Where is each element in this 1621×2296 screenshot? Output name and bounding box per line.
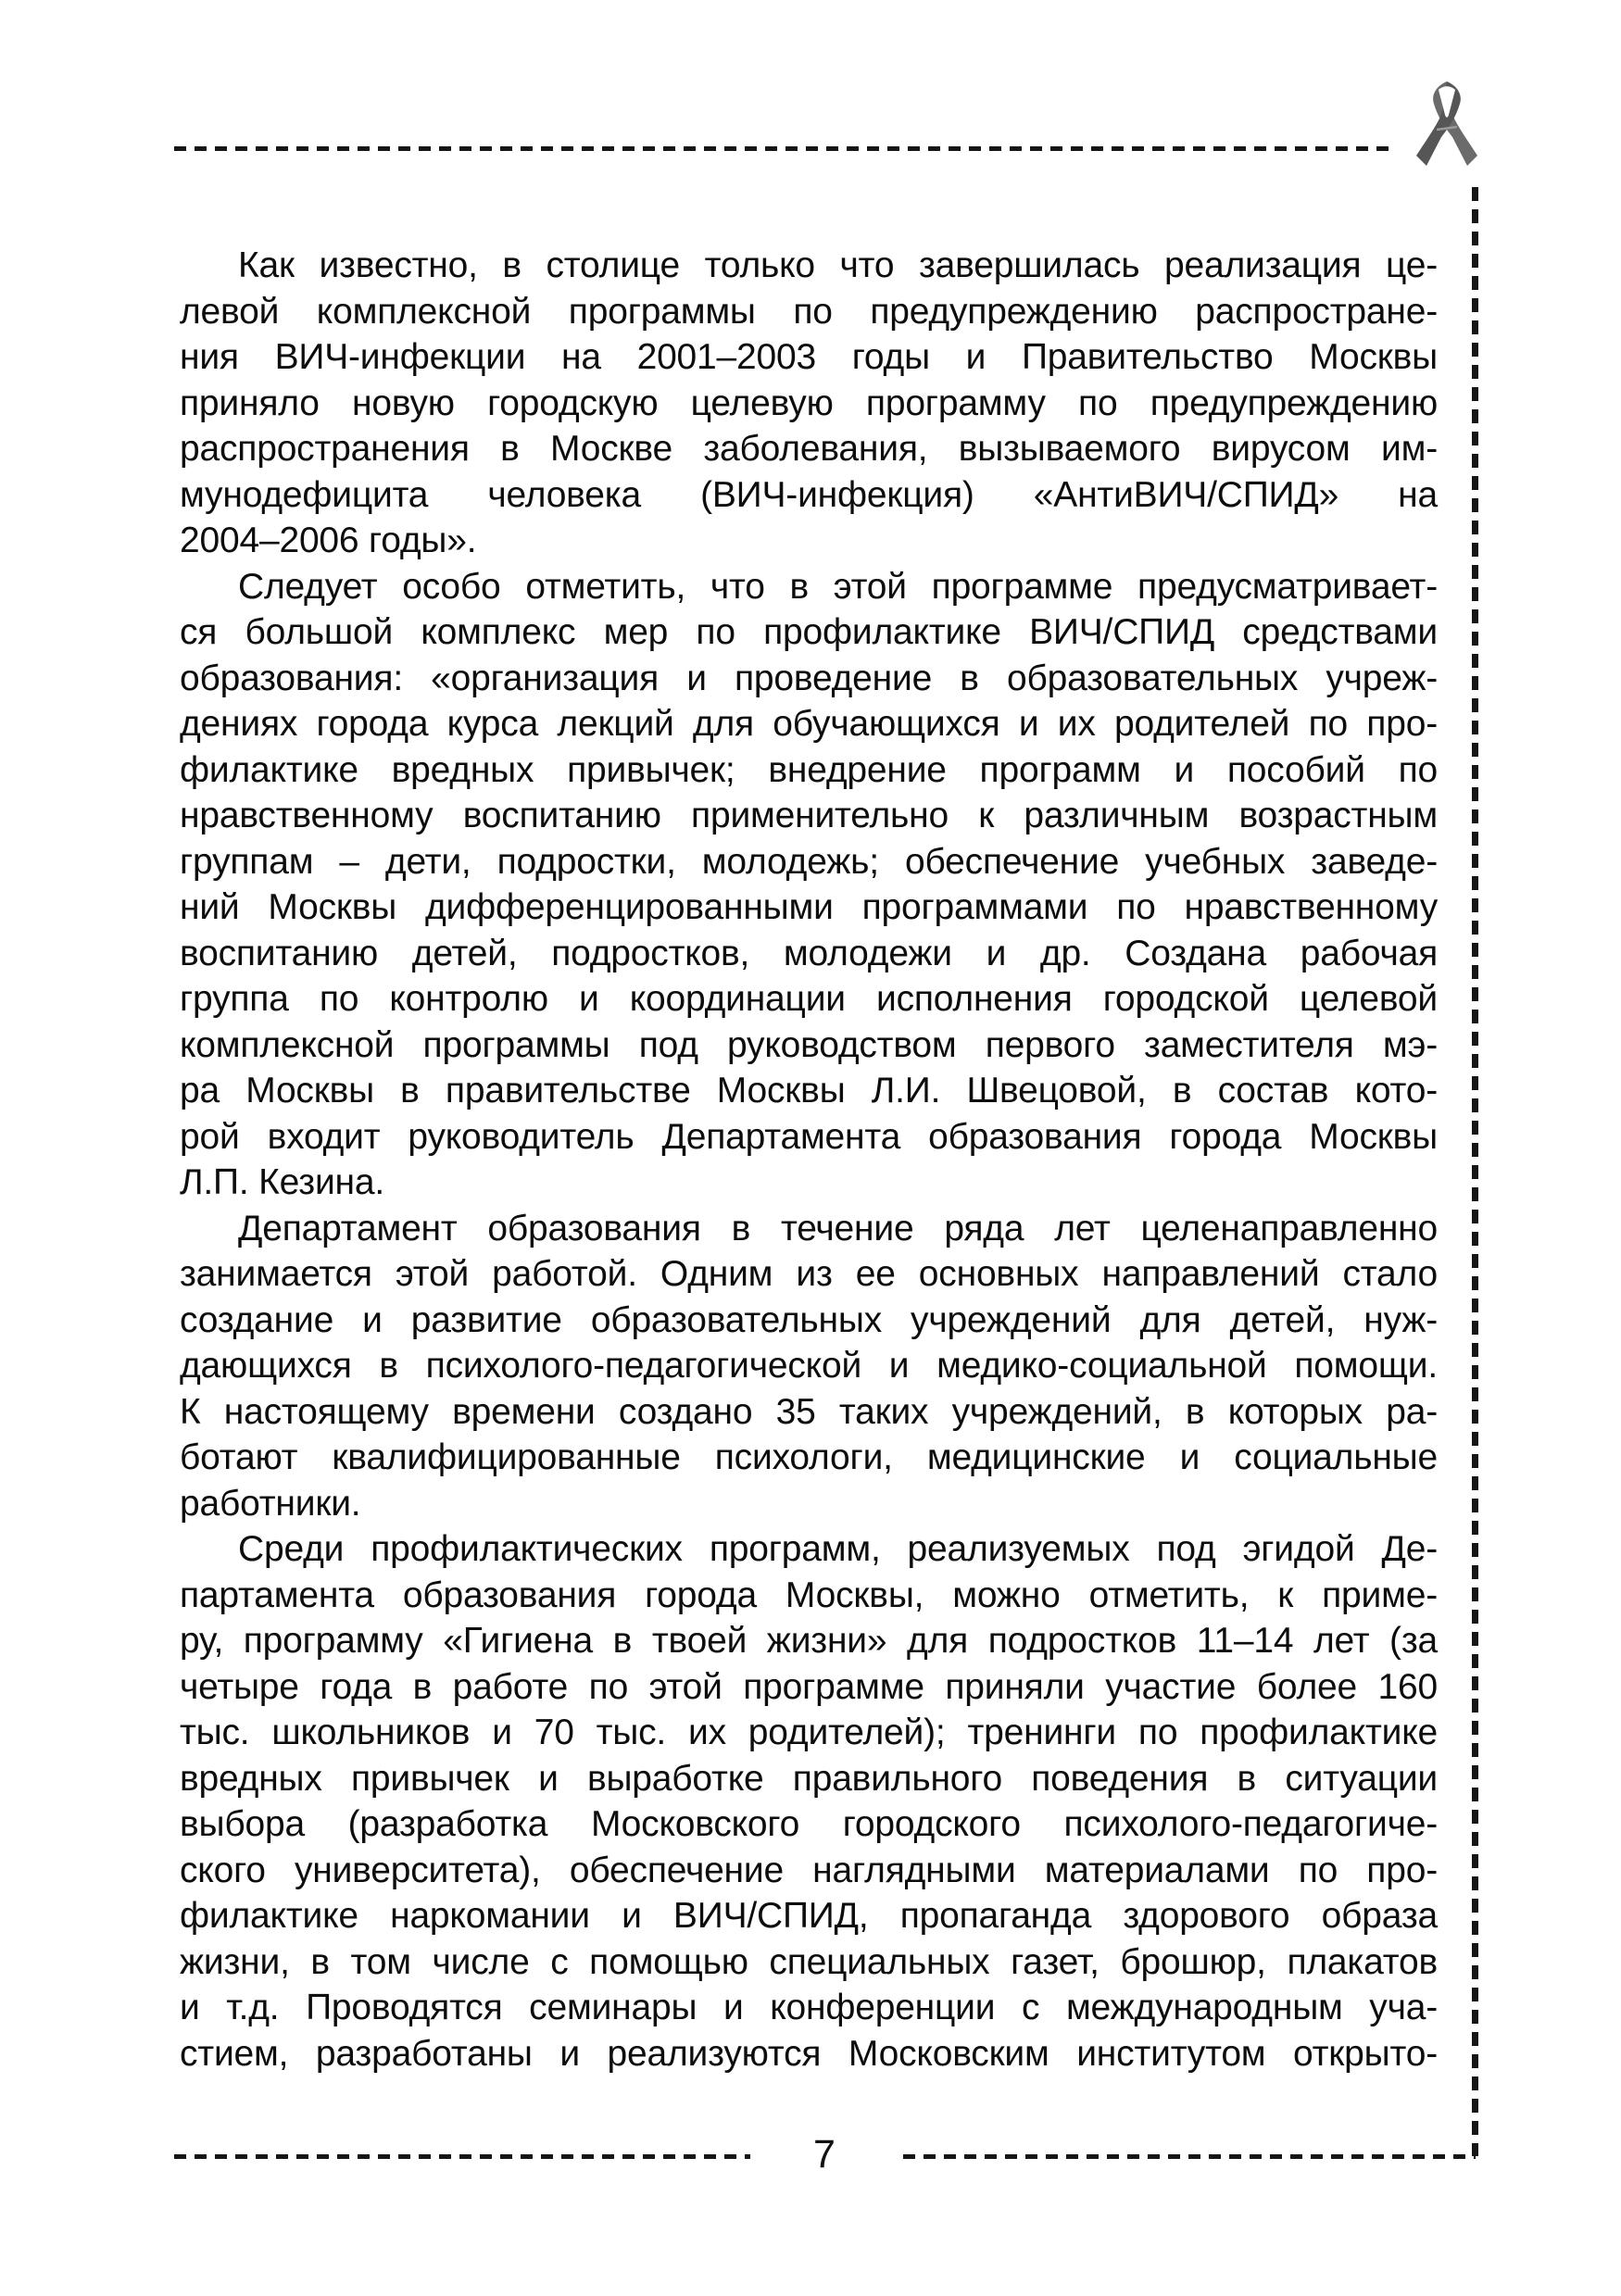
- text-line: образования: «организация и проведение в образовательных учреж-: [180, 658, 1438, 698]
- footer-left-dashed-rule: [174, 2154, 750, 2159]
- text-line: 2004–2006 годы».: [180, 521, 477, 560]
- text-line: ся большой комплекс мер по профилактике ВИЧ/СПИД средствами: [180, 612, 1438, 652]
- text-line: воспитанию детей, подростков, молодежи и др. Создана рабочая: [180, 933, 1438, 973]
- text-line: приняло новую городскую целевую программу по предупреждению: [180, 383, 1438, 423]
- awareness-ribbon-icon: [1414, 78, 1480, 180]
- text-line: ру, программу «Гигиена в твоей жизни» для подростков 11–14 лет (за: [180, 1621, 1438, 1661]
- top-dashed-rule: [174, 146, 1394, 151]
- text-line: ния ВИЧ-инфекции на 2001–2003 годы и Правительство Москвы: [180, 337, 1438, 377]
- text-line: нравственному воспитанию применительно к различным возрастным: [180, 796, 1438, 835]
- text-line: группа по контролю и координации исполнения городской целевой: [180, 979, 1438, 1019]
- text-line: партамента образования города Москвы, можно отметить, к приме-: [180, 1575, 1438, 1615]
- text-line: группам – дети, подростки, молодежь; обеспечение учебных заведе-: [180, 841, 1438, 882]
- awareness-ribbon-svg: [1414, 78, 1480, 180]
- text-line: филактике наркомании и ВИЧ/СПИД, пропаганда здорового образа: [180, 1896, 1438, 1936]
- text-line: работники.: [180, 1483, 361, 1524]
- text-line: левой комплексной программы по предупреждению распростране-: [180, 291, 1438, 332]
- text-line: мунодефицита человека (ВИЧ-инфекция) «АнтиВИЧ/СПИД» на: [180, 474, 1438, 515]
- text-line: Л.П. Кезина.: [180, 1162, 385, 1202]
- text-line: рой входит руководитель Департамента образования города Москвы: [180, 1116, 1438, 1157]
- text-line: распространения в Москве заболевания, вызываемого вирусом им-: [180, 429, 1438, 469]
- body-text-block: [180, 243, 1438, 2076]
- text-line: Следует особо отметить, что в этой программе предусматривает-: [238, 566, 1438, 607]
- text-line: и т.д. Проводятся семинары и конференции с международным уча-: [180, 1988, 1438, 2027]
- text-line: создание и развитие образовательных учреждений для детей, нуж-: [180, 1299, 1438, 1340]
- text-line: комплексной программы под руководством первого заместителя мэ-: [180, 1024, 1438, 1065]
- text-line: стием, разработаны и реализуются Московским институтом открыто-: [180, 2033, 1438, 2074]
- text-line: Среди профилактических программ, реализуемых под эгидой Де-: [238, 1529, 1438, 1569]
- text-line: Как известно, в столице только что завершилась реализация це-: [238, 245, 1438, 285]
- text-line: дающихся в психолого-педагогической и медико-социальной помощи.: [180, 1346, 1438, 1386]
- text-line: выбора (разработка Московского городского психолого-педагогиче-: [180, 1804, 1438, 1844]
- text-line: К настоящему времени создано 35 таких учреждений, в которых ра-: [180, 1391, 1438, 1432]
- text-line: четыре года в работе по этой программе приняли участие более 160: [180, 1666, 1438, 1707]
- text-line: жизни, в том числе с помощью специальных газет, брошюр, плакатов: [180, 1941, 1438, 1982]
- text-line: занимается этой работой. Одним из ее основных направлений стало: [180, 1254, 1438, 1294]
- text-line: филактике вредных привычек; внедрение программ и пособий по: [180, 749, 1438, 790]
- footer-right-dashed-rule: [903, 2154, 1476, 2159]
- text-line: дениях города курса лекций для обучающихся и их родителей по про-: [180, 704, 1438, 744]
- page-number: 7: [813, 2132, 836, 2177]
- right-dashed-rule: [1472, 187, 1478, 2156]
- text-line: ра Москвы в правительстве Москвы Л.И. Швецовой, в состав кото-: [180, 1071, 1438, 1110]
- text-line: ского университета), обеспечение наглядными материалами по про-: [180, 1850, 1438, 1890]
- text-line: тыс. школьников и 70 тыс. их родителей); тренинги по профилактике: [180, 1713, 1438, 1752]
- text-line: вредных привычек и выработке правильного поведения в ситуации: [180, 1758, 1438, 1799]
- text-line: Департамент образования в течение ряда лет целенаправленно: [238, 1208, 1438, 1248]
- text-line: ний Москвы дифференцированными программами по нравственному: [180, 887, 1438, 927]
- text-line: ботают квалифицированные психологи, медицинские и социальные: [180, 1437, 1438, 1477]
